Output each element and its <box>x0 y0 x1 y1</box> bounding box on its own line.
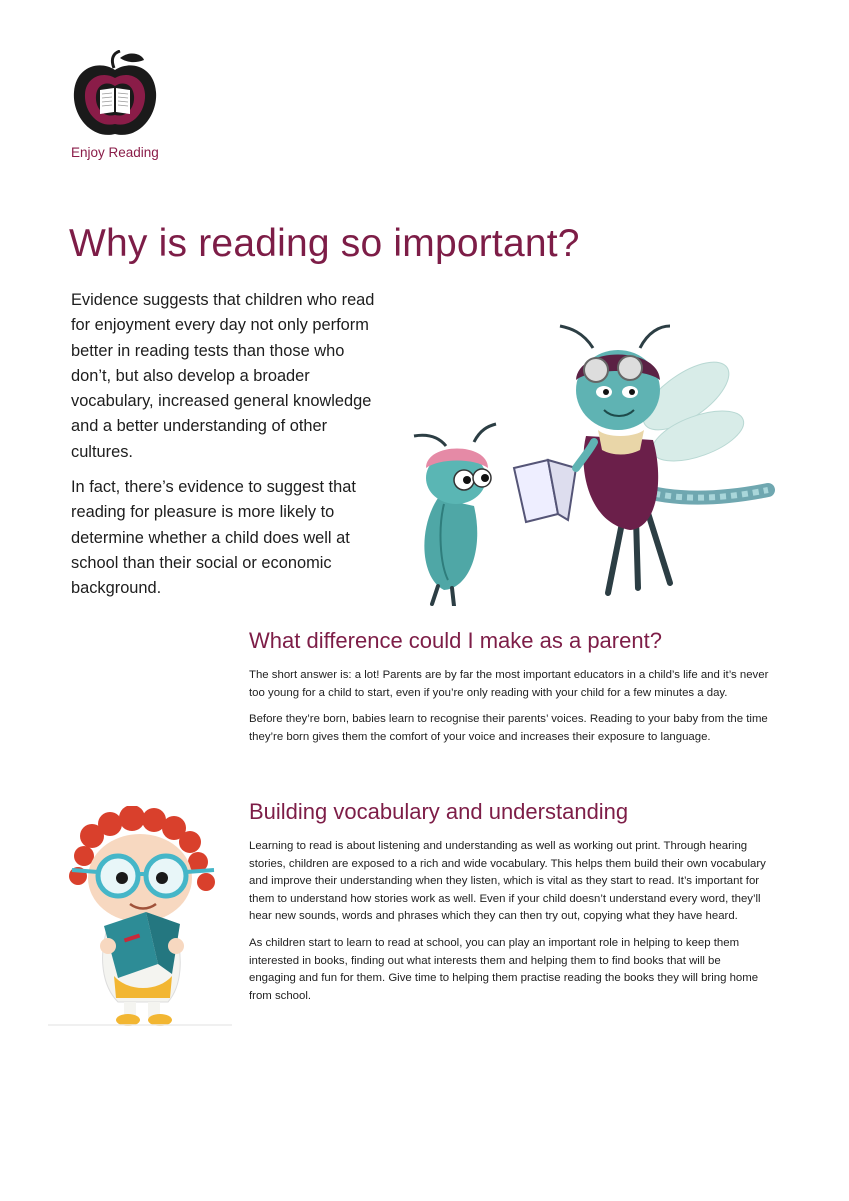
intro-paragraph: Evidence suggests that children who read for enjoyment every day not only perform better in reading tests than those who don’t, but also develop a broader vocabulary, increased general knowledge and a better understanding of other cultures. <box>71 291 375 461</box>
section-heading-vocabulary: Building vocabulary and understanding <box>249 799 629 824</box>
bug-characters-illustration <box>408 318 780 606</box>
apple-book-logo <box>70 50 160 140</box>
page-title: Why is reading so important? <box>69 222 580 265</box>
intro-text <box>71 288 383 612</box>
paragraph: As children start to learn to read at school, you can play an important role in helping to keep them interested in books, finding out what interests them and helping them to find books that will be engaging and fun for them. Give time to helping them practise reading the books they will bring home from school. <box>249 936 759 1002</box>
section-body-vocabulary <box>249 838 769 1014</box>
child-reading-illustration <box>48 806 238 1030</box>
logo-label: Enjoy Reading <box>71 145 159 160</box>
section-body-parent <box>249 667 769 755</box>
paragraph: Learning to read is about listening and understanding as well as working out print. Through hearing stories, children are exposed to a rich and wide vocabulary. This helps them build their own vocabulary and improve their understanding when they listen, which is vital as they start to read. It’s important for them to understand how stories work as well. Even if your child doesn’t understand every word, they’ll hear new sounds, words and phrases which they can then try out, copying what they have heard. <box>249 840 766 923</box>
section-heading-parent: What difference could I make as a parent? <box>249 628 662 653</box>
paragraph: The short answer is: a lot! Parents are by far the most important educators in a child’s life and it’s never too young for a child to start, even if you’re only reading with your child for a few minutes a day. <box>249 669 769 699</box>
intro-paragraph: In fact, there’s evidence to suggest that reading for pleasure is more likely to determine whether a child does well at school than their social or economic background. <box>71 478 356 598</box>
paragraph: Before they’re born, babies learn to recognise their parents’ voices. Reading to your baby from the time they’re born gives them the comfort of your voice and increases their exposure to language. <box>249 713 768 743</box>
